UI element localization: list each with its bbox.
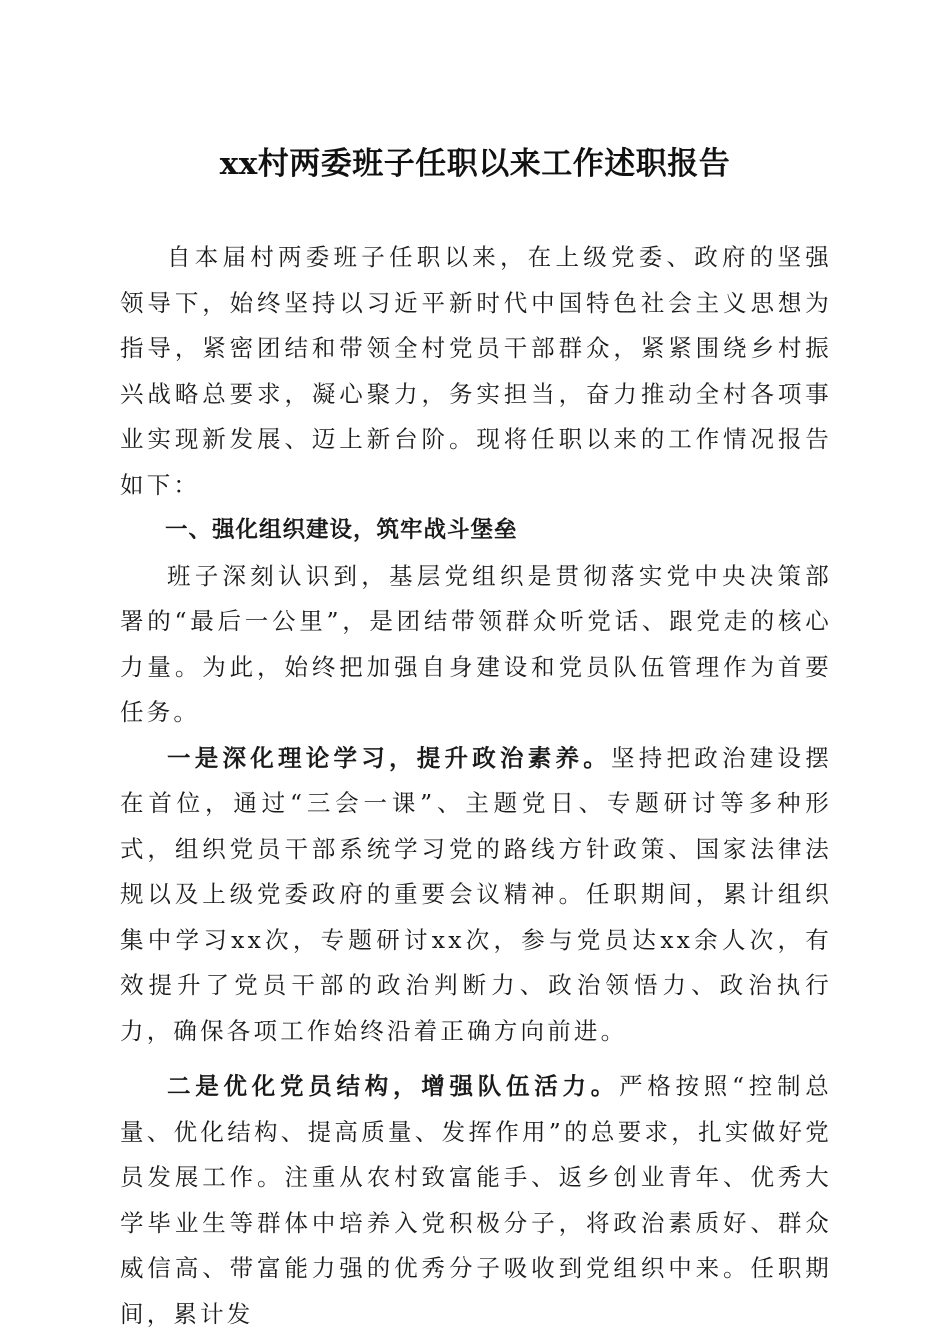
item-paragraph-2 [120, 1064, 832, 1337]
section-heading: 一、强化组织建设，筑牢战斗堡垒 [165, 517, 518, 543]
item-paragraph-1 [120, 736, 832, 1055]
document-body [120, 235, 832, 1337]
item-lead-2: 二是优化党员结构，增强队伍活力。 [167, 1072, 620, 1100]
section-paragraph: 班子深刻认识到，基层党组织是贯彻落实党中央决策部署的“最后一公里”，是团结带领群众听党话、跟党走的核心力量。为此，始终把加强自身建设和党员队伍管理作为首要任务。 [120, 561, 832, 726]
intro-paragraph: 自本届村两委班子任职以来，在上级党委、政府的坚强领导下，始终坚持以习近平新时代中国特色社会主义思想为指导，紧密团结和带领全村党员干部群众，紧紧围绕乡村振兴战略总要求，凝心聚力，务实担当，奋力推动全村各项事业实现新发展、迈上新台阶。现将任职以来的工作情况报告如下： [120, 243, 832, 499]
item-text-1: 坚持把政治建设摆在首位，通过“三会一课”、主题党日、专题研讨等多种形式，组织党员干部系统学习党的路线方针政策、国家法律法规以及上级党委政府的重要会议精神。任职期间，累计组织集中学习xx次，专题研讨xx次，参与党员达xx余人次，有效提升了党员干部的政治判断力、政治领悟力、政治执行力，确保各项工作始终沿着正确方向前进。 [120, 743, 832, 1045]
item-text-2: 严格按照“控制总量、优化结构、提高质量、发挥作用”的总要求，扎实做好党员发展工作。注重从农村致富能手、返乡创业青年、优秀大学毕业生等群体中培养入党积极分子，将政治素质好、群众威信高、带富能力强的优秀分子吸收到党组织中来。任职期间，累计发 [120, 1072, 832, 1328]
item-lead-1: 一是深化理论学习，提升政治素养。 [167, 743, 612, 772]
document-title: xx村两委班子任职以来工作述职报告 [219, 146, 731, 182]
